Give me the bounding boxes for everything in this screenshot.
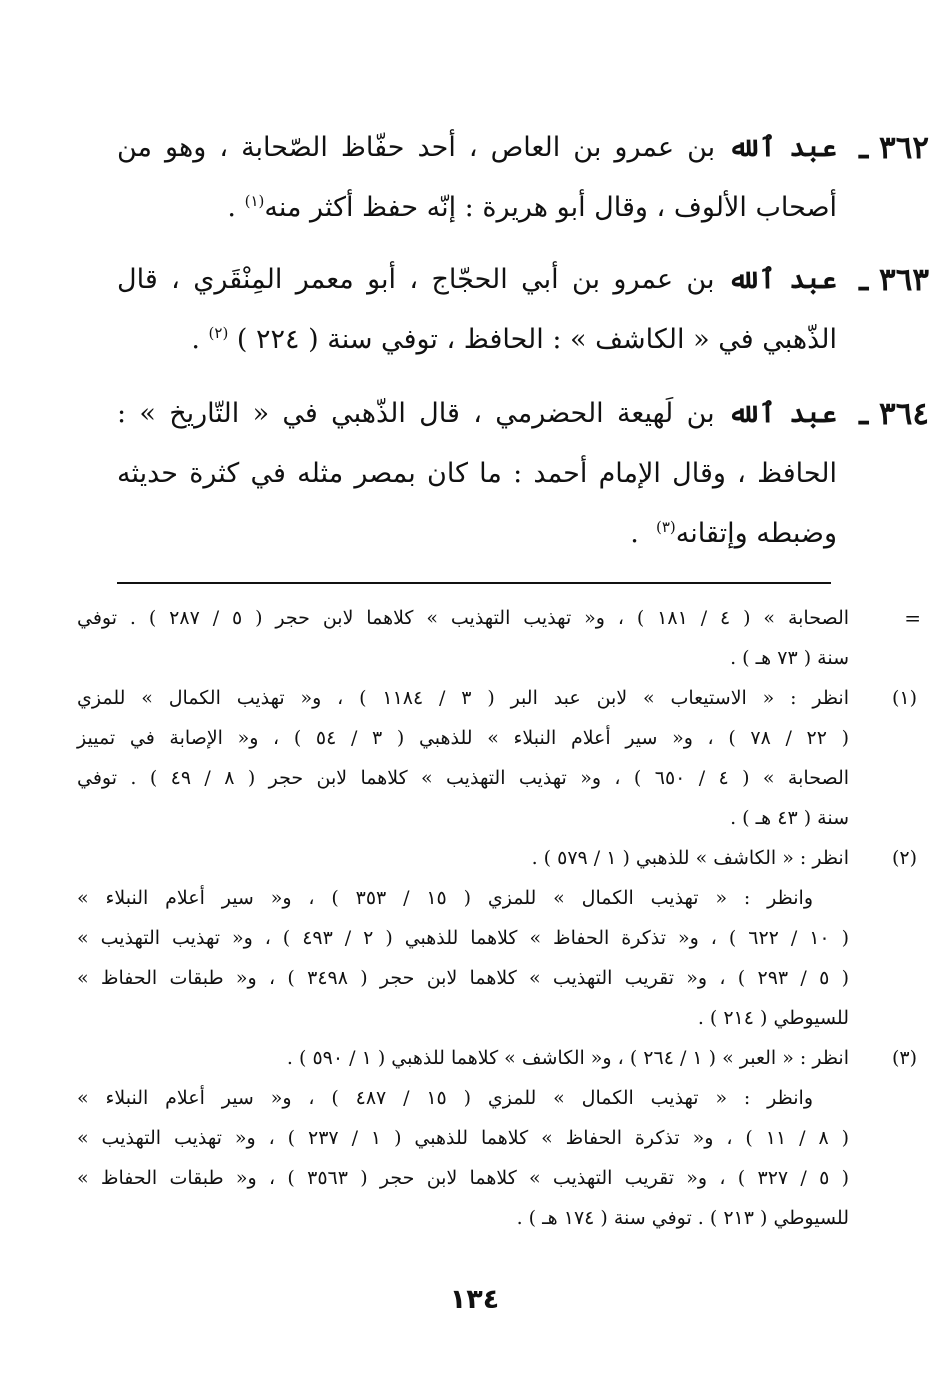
entry-line: عبد ٱلله بن عمرو بن العاص ، أحد حفّاظ الصّحابة ، وهو من — [117, 132, 837, 163]
footnote-ref: (١) — [244, 192, 265, 210]
entry-362 — [117, 118, 929, 238]
footnote-mark: (٣) — [891, 1047, 917, 1069]
footnote-line: (٣) انظر : « العبر » ( ١ / ٢٦٤ ) ، و« الكاشف » كلاهما للذهبي ( ١ / ٥٩٠ ) . — [77, 1038, 849, 1078]
entry-363 — [117, 250, 929, 370]
footnote-line: وانظر : « تهذيب الكمال » للمزي ( ١٥ / ٤٨٧ ) ، و« سير أعلام النبلاء » — [77, 1087, 813, 1109]
footnote-line: وانظر : « تهذيب الكمال » للمزي ( ١٥ / ٣٥٣ ) ، و« سير أعلام النبلاء » — [77, 887, 813, 909]
footnote-line: للسيوطي ( ٢١٣ ) . توفي سنة ( ١٧٤ هـ ) . — [516, 1207, 849, 1229]
entry-number: ٣٦٤ ـ — [859, 396, 929, 432]
continuation-mark: = — [904, 606, 921, 630]
entry-line: وضبطه وإتقانه$^{(٣)}$ . — [630, 518, 837, 549]
entry-line: الحافظ ، وقال الإمام أحمد : ما كان بمصر مثله في كثرة حديثه — [117, 458, 837, 489]
footnote-line: للسيوطي ( ٢١٤ ) . — [697, 1007, 849, 1029]
footnote-ref: (٢) — [208, 324, 229, 342]
footnote-line: ( ٥ / ٣٢٧ ) ، و« تقريب التهذيب » كلاهما لابن حجر ( ٣٥٦٣ ) ، و« طبقات الحفاظ » — [77, 1167, 849, 1189]
footnote-line: ( ٥ / ٢٩٣ ) ، و« تقريب التهذيب » كلاهما لابن حجر ( ٣٤٩٨ ) ، و« طبقات الحفاظ » — [77, 967, 849, 989]
entry-number: ٣٦٢ ـ — [859, 130, 929, 166]
entry-line: الذّهبي في « الكاشف » : الحافظ ، توفي سنة ( ٢٢٤ ) $^{(٢)}$ . — [191, 324, 837, 355]
footnote-line: الصحابة » ( ٤ / ٦٥٠ ) ، و« تهذيب التهذيب » كلاهما لابن حجر ( ٨ / ٤٩ ) . توفي — [77, 767, 850, 789]
footnote-mark: (٢) — [891, 847, 917, 869]
entry-line: عبد ٱلله بن لَهيعة الحضرمي ، قال الذّهبي في « التّاريخ » : — [117, 398, 837, 429]
footnote-line: (١) انظر : « الاستيعاب » لابن عبد البر ( ٣ / ١١٨٤ ) ، و« تهذيب الكمال » للمزي — [77, 678, 849, 718]
footnote-line: ( ٢٢ / ٧٨ ) ، و« سير أعلام النبلاء » للذهبي ( ٣ / ٥٤ ) ، و« الإصابة في تمييز — [77, 727, 850, 749]
footnote-ref: (٣) — [655, 518, 676, 536]
entry-number: ٣٦٣ ـ — [859, 262, 929, 298]
footnote-continuation-line: سنة ( ٧٣ هـ ) . — [730, 647, 849, 669]
page-number: ١٣٤ — [449, 1284, 500, 1315]
entry-name: عبد ٱلله — [727, 398, 837, 429]
footnotes — [77, 598, 921, 1238]
footnote-mark: (١) — [891, 687, 917, 709]
footnote-separator — [117, 582, 831, 584]
entry-name: عبد ٱلله — [727, 264, 837, 295]
footnote-line: سنة ( ٤٣ هـ ) . — [730, 807, 849, 829]
entry-line: أصحاب الألوف ، وقال أبو هريرة : إنّه حفظ أكثر منه$^{(١)}$ . — [227, 192, 837, 223]
footnote-continuation-line: = الصحابة » ( ٤ / ١٨١ ) ، و« تهذيب التهذيب » كلاهما لابن حجر ( ٥ / ٢٨٧ ) . توفي — [77, 598, 849, 638]
entry-name: عبد ٱلله — [728, 132, 837, 163]
footnote-line: ( ١٠ / ٦٢٢ ) ، و« تذكرة الحفاظ » كلاهما للذهبي ( ٢ / ٤٩٣ ) ، و« تهذيب التهذيب » — [77, 927, 849, 949]
entry-364 — [117, 384, 929, 564]
entry-line: عبد ٱلله بن عمرو بن أبي الحجّاج ، أبو معمر المِنْقَري ، قال — [117, 264, 837, 295]
footnote-line: (٢) انظر : « الكاشف » للذهبي ( ١ / ٥٧٩ ) . — [77, 838, 849, 878]
footnote-line: ( ٨ / ١١ ) ، و« تذكرة الحفاظ » كلاهما للذهبي ( ١ / ٢٣٧ ) ، و« تهذيب التهذيب » — [77, 1127, 850, 1149]
